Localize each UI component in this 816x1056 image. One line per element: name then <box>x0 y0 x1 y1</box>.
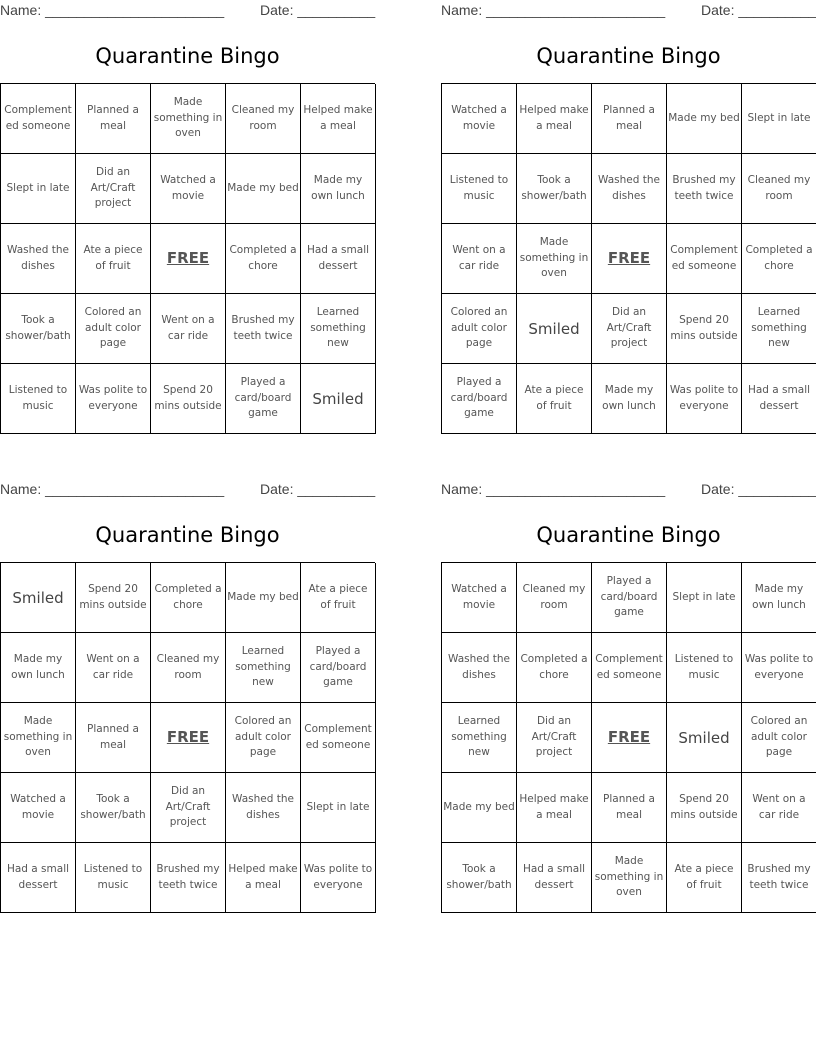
bingo-cell: Washed the dishes <box>592 154 667 224</box>
bingo-cell: Helped make a meal <box>517 84 592 154</box>
bingo-cell: Had a small dessert <box>517 843 592 913</box>
bingo-cell: Listened to music <box>1 364 76 434</box>
bingo-cell: Slept in late <box>742 84 816 154</box>
bingo-cell: Cleaned my room <box>742 154 816 224</box>
bingo-cell: Washed the dishes <box>442 633 517 703</box>
card-header <box>0 0 375 22</box>
bingo-cell: Completed a chore <box>151 563 226 633</box>
name-label: Name: _______________________ <box>441 2 666 18</box>
bingo-cell: Complemented someone <box>592 633 667 703</box>
bingo-cell: Complemented someone <box>301 703 376 773</box>
date-label: Date: __________ <box>701 2 816 18</box>
bingo-cell: Played a card/board game <box>301 633 376 703</box>
bingo-card-1 <box>0 0 376 420</box>
bingo-cell: Took a shower/bath <box>517 154 592 224</box>
bingo-cell: Listened to music <box>667 633 742 703</box>
card-header <box>0 479 375 501</box>
bingo-cell: Made my bed <box>667 84 742 154</box>
bingo-cell: Smiled <box>667 703 742 773</box>
bingo-cell: Planned a meal <box>592 773 667 843</box>
card-title: Quarantine Bingo <box>95 44 280 68</box>
bingo-cell: Colored an adult color page <box>76 294 151 364</box>
bingo-cell: Slept in late <box>1 154 76 224</box>
bingo-cell: Complemented someone <box>667 224 742 294</box>
bingo-cell: Was polite to everyone <box>742 633 816 703</box>
bingo-cell: Smiled <box>517 294 592 364</box>
bingo-cell: Helped make a meal <box>226 843 301 913</box>
bingo-cell: Completed a chore <box>517 633 592 703</box>
free-space-cell: FREE <box>592 703 667 773</box>
bingo-cell: Took a shower/bath <box>1 294 76 364</box>
bingo-cell: Planned a meal <box>592 84 667 154</box>
bingo-cell: Was polite to everyone <box>667 364 742 434</box>
bingo-card-4 <box>441 479 816 899</box>
bingo-cell: Spend 20 mins outside <box>76 563 151 633</box>
bingo-cell: Complemented someone <box>1 84 76 154</box>
date-label: Date: __________ <box>260 481 376 497</box>
bingo-cell: Took a shower/bath <box>76 773 151 843</box>
bingo-cell: Washed the dishes <box>1 224 76 294</box>
card-title: Quarantine Bingo <box>95 523 280 547</box>
free-space-cell: FREE <box>151 224 226 294</box>
bingo-cell: Completed a chore <box>742 224 816 294</box>
bingo-cell: Spend 20 mins outside <box>151 364 226 434</box>
bingo-cell: Made my bed <box>442 773 517 843</box>
bingo-cell: Was polite to everyone <box>301 843 376 913</box>
bingo-cell: Played a card/board game <box>592 563 667 633</box>
free-space-cell: FREE <box>592 224 667 294</box>
bingo-cell: Watched a movie <box>442 563 517 633</box>
bingo-cell: Made something in oven <box>151 84 226 154</box>
bingo-cell: Learned something new <box>301 294 376 364</box>
name-label: Name: _______________________ <box>441 481 666 497</box>
bingo-cell: Brushed my teeth twice <box>151 843 226 913</box>
bingo-cell: Brushed my teeth twice <box>742 843 816 913</box>
bingo-cell: Ate a piece of fruit <box>301 563 376 633</box>
bingo-cell: Cleaned my room <box>151 633 226 703</box>
bingo-cell: Played a card/board game <box>226 364 301 434</box>
bingo-cell: Spend 20 mins outside <box>667 294 742 364</box>
bingo-cell: Played a card/board game <box>442 364 517 434</box>
bingo-cell: Made my bed <box>226 154 301 224</box>
date-label: Date: __________ <box>701 481 816 497</box>
bingo-cell: Made my own lunch <box>592 364 667 434</box>
bingo-cell: Took a shower/bath <box>442 843 517 913</box>
bingo-cell: Did an Art/Craft project <box>517 703 592 773</box>
bingo-cell: Watched a movie <box>1 773 76 843</box>
bingo-card-3 <box>0 479 376 891</box>
bingo-cell: Washed the dishes <box>226 773 301 843</box>
date-label: Date: __________ <box>260 2 376 18</box>
bingo-cell: Colored an adult color page <box>742 703 816 773</box>
name-label: Name: _______________________ <box>0 2 225 18</box>
bingo-cell: Made something in oven <box>592 843 667 913</box>
bingo-cell: Smiled <box>301 364 376 434</box>
bingo-cell: Ate a piece of fruit <box>517 364 592 434</box>
bingo-cell: Watched a movie <box>151 154 226 224</box>
bingo-cell: Ate a piece of fruit <box>76 224 151 294</box>
bingo-cell: Went on a car ride <box>76 633 151 703</box>
bingo-cell: Cleaned my room <box>226 84 301 154</box>
bingo-cell: Listened to music <box>76 843 151 913</box>
bingo-grid <box>441 83 816 434</box>
bingo-cell: Was polite to everyone <box>76 364 151 434</box>
bingo-cell: Made something in oven <box>1 703 76 773</box>
bingo-cell: Learned something new <box>442 703 517 773</box>
bingo-grid <box>441 562 816 913</box>
bingo-cell: Smiled <box>1 563 76 633</box>
bingo-cell: Ate a piece of fruit <box>667 843 742 913</box>
bingo-cell: Completed a chore <box>226 224 301 294</box>
bingo-cell: Did an Art/Craft project <box>592 294 667 364</box>
bingo-cell: Colored an adult color page <box>442 294 517 364</box>
card-title: Quarantine Bingo <box>536 523 721 547</box>
bingo-cell: Had a small dessert <box>742 364 816 434</box>
bingo-cell: Spend 20 mins outside <box>667 773 742 843</box>
bingo-cell: Had a small dessert <box>1 843 76 913</box>
card-header <box>441 0 816 22</box>
bingo-grid <box>0 562 375 913</box>
bingo-cell: Made my bed <box>226 563 301 633</box>
bingo-cell: Made my own lunch <box>301 154 376 224</box>
bingo-cell: Did an Art/Craft project <box>151 773 226 843</box>
bingo-cell: Slept in late <box>667 563 742 633</box>
bingo-cell: Made my own lunch <box>742 563 816 633</box>
bingo-cell: Slept in late <box>301 773 376 843</box>
bingo-cell: Brushed my teeth twice <box>667 154 742 224</box>
bingo-cell: Planned a meal <box>76 84 151 154</box>
bingo-cell: Went on a car ride <box>442 224 517 294</box>
bingo-cell: Cleaned my room <box>517 563 592 633</box>
bingo-cell: Brushed my teeth twice <box>226 294 301 364</box>
bingo-card-2 <box>441 0 816 420</box>
card-title: Quarantine Bingo <box>536 44 721 68</box>
name-label: Name: _______________________ <box>0 481 225 497</box>
bingo-cell: Learned something new <box>226 633 301 703</box>
bingo-cell: Went on a car ride <box>151 294 226 364</box>
bingo-cell: Watched a movie <box>442 84 517 154</box>
card-header <box>441 479 816 501</box>
bingo-cell: Learned something new <box>742 294 816 364</box>
bingo-cell: Went on a car ride <box>742 773 816 843</box>
bingo-cell: Had a small dessert <box>301 224 376 294</box>
bingo-cell: Listened to music <box>442 154 517 224</box>
bingo-cell: Planned a meal <box>76 703 151 773</box>
bingo-grid <box>0 83 375 434</box>
bingo-cell: Made something in oven <box>517 224 592 294</box>
bingo-cell: Helped make a meal <box>301 84 376 154</box>
bingo-cell: Did an Art/Craft project <box>76 154 151 224</box>
bingo-cell: Made my own lunch <box>1 633 76 703</box>
free-space-cell: FREE <box>151 703 226 773</box>
bingo-cell: Colored an adult color page <box>226 703 301 773</box>
bingo-cell: Helped make a meal <box>517 773 592 843</box>
